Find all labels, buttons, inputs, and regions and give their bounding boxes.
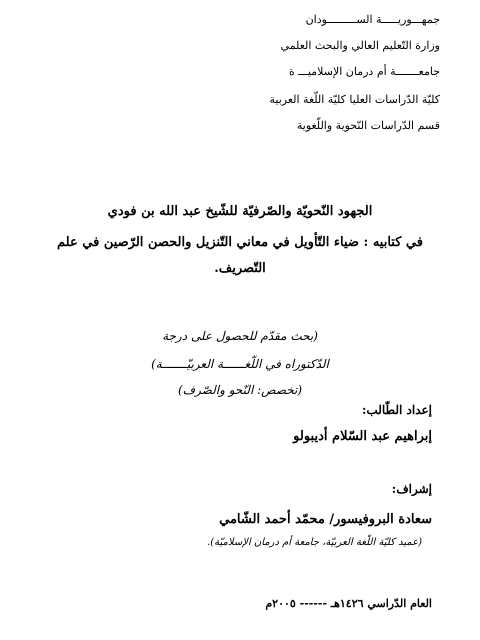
degree-purpose-line-2: الدّكتوراه في اللّغــــــة العربيّـــــــة): [151, 357, 329, 371]
supervisor-name: سعادة البروفيسور/ محمّد أحمد الشّامي: [219, 512, 432, 527]
republic-line: جمهـــوريـــــة الســـــــــودان: [305, 13, 440, 26]
department-line: قسم الدّراسات النّحوية واللّغوية: [296, 119, 440, 132]
thesis-title-line-1: الجهود النّحويّة والصّرفيّة للشّيخ عبد الله بن فودي: [107, 204, 373, 219]
specialization-line: (تخصص: النّحو والصّرف): [177, 383, 303, 397]
thesis-title-line-2: في كتابيه : ضياء التّأويل في معاني التّنزيل والحصن الرّصين في علم: [57, 235, 423, 250]
supervisor-label: إشراف:: [391, 482, 432, 496]
student-name: إبراهيم عبد السّلام أديبولو: [293, 429, 432, 444]
university-line: جامعـــــــة أم درمان الإسلاميـــ ة: [289, 65, 440, 78]
degree-purpose-line-1: (بحث مقدّم للحصول على درجة: [162, 329, 318, 343]
thesis-title-line-3: التّصريف.: [214, 261, 266, 276]
student-label: إعداد الطّالب:: [361, 403, 432, 417]
supervisor-affiliation: (عميد كليّة اللّغة العربيّة، جامعة أم درمان الإسلاميّة).: [207, 537, 422, 548]
academic-year: العام الدّراسي ١٤٢٦هـ ------ ٢٠٠٥م: [265, 597, 432, 610]
college-line: كليّة الدّراسات العليا كليّة اللّغة العربية: [269, 93, 440, 106]
ministry-line: وزارة التّعليم العالي والبحث العلمي: [280, 39, 440, 52]
